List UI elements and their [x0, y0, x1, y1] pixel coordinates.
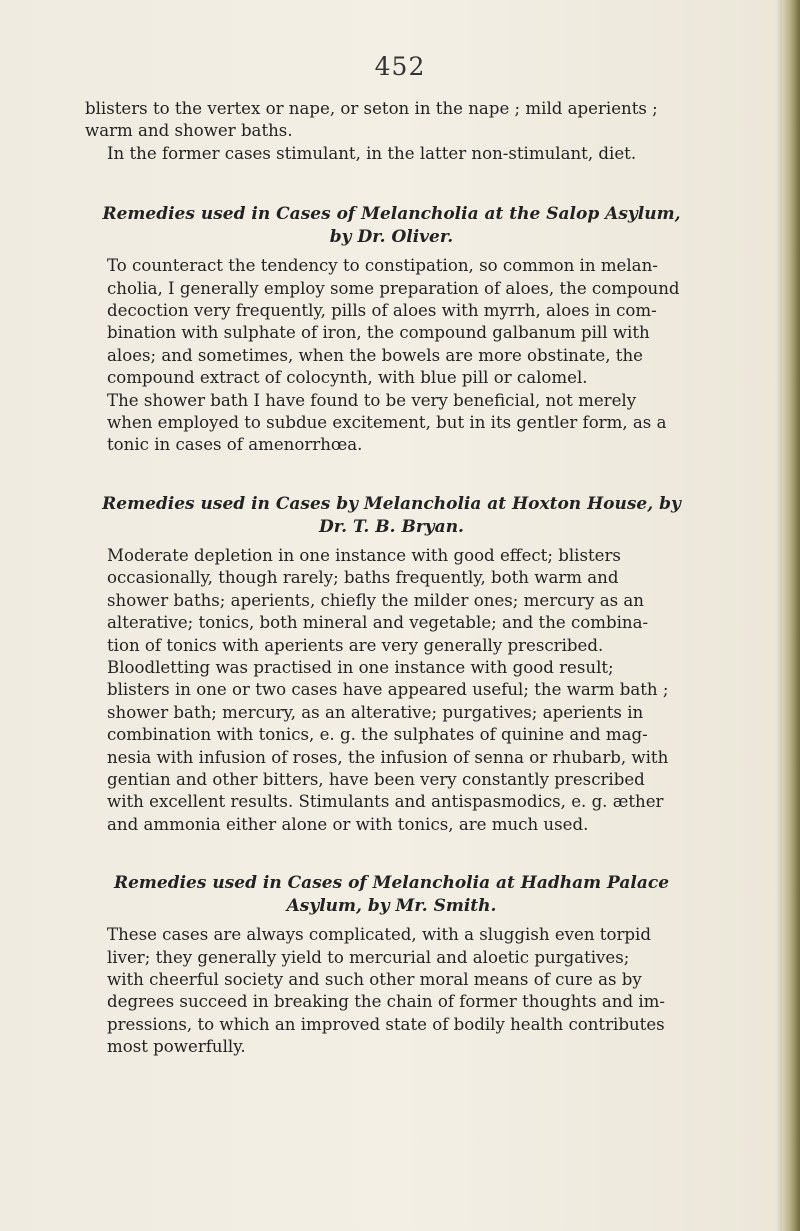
text-line: aloes; and sometimes, when the bowels are more obstinate, the: [107, 345, 643, 365]
section-heading: [85, 203, 698, 249]
hoxton-section: [85, 493, 698, 836]
text-line: These cases are always complicated, with a sluggish even torpid: [107, 925, 651, 945]
text-line: In the former cases stimulant, in the latter non-stimulant, diet.: [107, 143, 637, 163]
text-line: with cheerful society and such other moral means of cure as by: [107, 969, 642, 989]
body-paragraph: [85, 255, 698, 389]
text-line: with excellent results. Stimulants and antispasmodics, e. g. æther: [107, 792, 664, 812]
text-line: tion of tonics with aperients are very generally prescribed.: [107, 635, 604, 655]
text-line: To counteract the tendency to constipation, so common in melan-: [107, 256, 658, 276]
text-line: cholia, I generally employ some preparation of aloes, the compound: [107, 278, 680, 298]
text-line: shower bath; mercury, as an alterative; purgatives; aperients in: [107, 702, 644, 722]
intro-section: [85, 98, 698, 165]
text-line: shower baths; aperients, chiefly the milder ones; mercury as an: [107, 590, 644, 610]
text-line: and ammonia either alone or with tonics, are much used.: [107, 814, 589, 834]
text-line: bination with sulphate of iron, the compound galbanum pill with: [107, 323, 650, 343]
text-line: degrees succeed in breaking the chain of former thoughts and im-: [107, 992, 665, 1012]
body-paragraph: [85, 924, 698, 1058]
text-line: Bloodletting was practised in one instance with good result;: [107, 657, 614, 677]
text-line: tonic in cases of amenorrhœa.: [107, 435, 363, 455]
text-line: liver; they generally yield to mercurial and aloetic purgatives;: [107, 947, 630, 967]
text-line: nesia with infusion of roses, the infusion of senna or rhubarb, with: [107, 747, 669, 767]
text-line: The shower bath I have found to be very beneficial, not merely: [107, 390, 637, 410]
text-line: blisters to the vertex or nape, or seton in the nape ; mild aperients ;: [85, 99, 658, 118]
page-number: 452: [374, 52, 426, 81]
page-edge-shadow: [782, 0, 800, 1231]
text-line: alterative; tonics, both mineral and vegetable; and the combina-: [107, 613, 649, 633]
text-line: combination with tonics, e. g. the sulphates of quinine and mag-: [107, 725, 648, 745]
text-line: occasionally, though rarely; baths frequently, both warm and: [107, 568, 619, 588]
text-line: warm and shower baths.: [85, 121, 293, 141]
body-paragraph: [85, 545, 698, 657]
text-line: Moderate depletion in one instance with good effect; blisters: [107, 545, 621, 565]
body-paragraph: [85, 657, 698, 836]
text-line: pressions, to which an improved state of bodily health contributes: [107, 1014, 665, 1034]
text-line: compound extract of colocynth, with blue pill or calomel.: [107, 368, 588, 388]
heading-line: by Dr. Oliver.: [329, 227, 454, 248]
page-gutter-shade: [776, 0, 782, 1231]
text-line: most powerfully.: [107, 1037, 246, 1057]
intro-diet-paragraph: [85, 143, 698, 165]
text-line: decoction very frequently, pills of aloes with myrrh, aloes in com-: [107, 301, 657, 321]
heading-line: Dr. T. B. Bryan.: [319, 516, 464, 537]
heading-line: Remedies used in Cases of Melancholia at Hadham Palace: [113, 873, 670, 894]
heading-line: Remedies used in Cases by Melancholia at Hoxton House, by: [102, 493, 681, 514]
hadham-section: [85, 872, 698, 1058]
body-paragraph: [85, 390, 698, 457]
intro-paragraph: [85, 98, 698, 143]
text-line: gentian and other bitters, have been very constantly prescribed: [107, 769, 645, 789]
page-body: [85, 98, 698, 1059]
section-heading: [85, 493, 698, 539]
salop-section: [85, 203, 698, 457]
section-heading: [85, 872, 698, 918]
text-line: blisters in one or two cases have appeared useful; the warm bath ;: [107, 680, 669, 700]
heading-line: Asylum, by Mr. Smith.: [286, 896, 497, 917]
heading-line: Remedies used in Cases of Melancholia at the Salop Asylum,: [102, 204, 681, 225]
text-line: when employed to subdue excitement, but in its gentler form, as a: [107, 413, 667, 433]
